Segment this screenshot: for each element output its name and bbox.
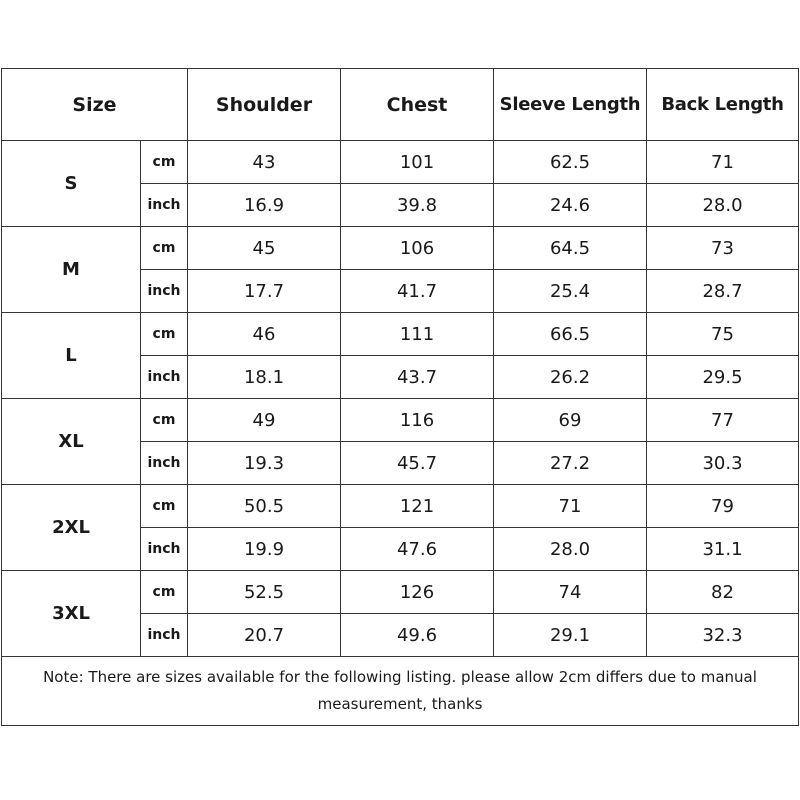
table-row bbox=[2, 399, 799, 442]
sleeve-length-value: 66.5 bbox=[494, 313, 647, 356]
back-length-value: 82 bbox=[647, 571, 799, 614]
size-label: XL bbox=[2, 399, 141, 485]
table-row bbox=[2, 313, 799, 356]
sleeve-length-value: 74 bbox=[494, 571, 647, 614]
shoulder-value: 50.5 bbox=[188, 485, 341, 528]
header-shoulder: Shoulder bbox=[188, 69, 341, 141]
unit-label-cm: cm bbox=[141, 313, 188, 356]
header-back-length: Back Length bbox=[647, 69, 799, 141]
sleeve-length-value: 71 bbox=[494, 485, 647, 528]
sleeve-length-value: 24.6 bbox=[494, 184, 647, 227]
back-length-value: 71 bbox=[647, 141, 799, 184]
chest-value: 39.8 bbox=[341, 184, 494, 227]
chest-value: 106 bbox=[341, 227, 494, 270]
header-row bbox=[2, 69, 799, 141]
sleeve-length-value: 27.2 bbox=[494, 442, 647, 485]
back-length-value: 30.3 bbox=[647, 442, 799, 485]
table-row bbox=[2, 227, 799, 270]
size-table-body bbox=[2, 141, 799, 657]
size-label: L bbox=[2, 313, 141, 399]
chest-value: 101 bbox=[341, 141, 494, 184]
size-label: M bbox=[2, 227, 141, 313]
chest-value: 116 bbox=[341, 399, 494, 442]
sleeve-length-value: 69 bbox=[494, 399, 647, 442]
shoulder-value: 16.9 bbox=[188, 184, 341, 227]
shoulder-value: 19.9 bbox=[188, 528, 341, 571]
shoulder-value: 52.5 bbox=[188, 571, 341, 614]
chest-value: 121 bbox=[341, 485, 494, 528]
unit-label-cm: cm bbox=[141, 399, 188, 442]
shoulder-value: 45 bbox=[188, 227, 341, 270]
chest-value: 49.6 bbox=[341, 614, 494, 657]
size-chart-table bbox=[1, 68, 799, 726]
chest-value: 41.7 bbox=[341, 270, 494, 313]
table-row bbox=[2, 485, 799, 528]
table-row bbox=[2, 141, 799, 184]
sleeve-length-value: 62.5 bbox=[494, 141, 647, 184]
table-row bbox=[2, 571, 799, 614]
sleeve-length-value: 64.5 bbox=[494, 227, 647, 270]
unit-label-inch: inch bbox=[141, 184, 188, 227]
shoulder-value: 49 bbox=[188, 399, 341, 442]
back-length-value: 73 bbox=[647, 227, 799, 270]
shoulder-value: 18.1 bbox=[188, 356, 341, 399]
unit-label-cm: cm bbox=[141, 227, 188, 270]
shoulder-value: 19.3 bbox=[188, 442, 341, 485]
shoulder-value: 20.7 bbox=[188, 614, 341, 657]
unit-label-inch: inch bbox=[141, 528, 188, 571]
back-length-value: 77 bbox=[647, 399, 799, 442]
note-row bbox=[2, 657, 799, 726]
sleeve-length-value: 25.4 bbox=[494, 270, 647, 313]
size-label: 3XL bbox=[2, 571, 141, 657]
unit-label-inch: inch bbox=[141, 614, 188, 657]
back-length-value: 79 bbox=[647, 485, 799, 528]
back-length-value: 28.0 bbox=[647, 184, 799, 227]
unit-label-inch: inch bbox=[141, 442, 188, 485]
chest-value: 111 bbox=[341, 313, 494, 356]
chest-value: 45.7 bbox=[341, 442, 494, 485]
back-length-value: 75 bbox=[647, 313, 799, 356]
unit-label-cm: cm bbox=[141, 141, 188, 184]
back-length-value: 28.7 bbox=[647, 270, 799, 313]
header-chest: Chest bbox=[341, 69, 494, 141]
shoulder-value: 43 bbox=[188, 141, 341, 184]
size-label: S bbox=[2, 141, 141, 227]
note-text: Note: There are sizes available for the following listing. please allow 2cm differs due to manual measurement, thanks bbox=[2, 657, 799, 726]
chest-value: 126 bbox=[341, 571, 494, 614]
back-length-value: 31.1 bbox=[647, 528, 799, 571]
sleeve-length-value: 26.2 bbox=[494, 356, 647, 399]
chest-value: 47.6 bbox=[341, 528, 494, 571]
chest-value: 43.7 bbox=[341, 356, 494, 399]
back-length-value: 32.3 bbox=[647, 614, 799, 657]
size-label: 2XL bbox=[2, 485, 141, 571]
shoulder-value: 17.7 bbox=[188, 270, 341, 313]
header-sleeve-length: Sleeve Length bbox=[494, 69, 647, 141]
sleeve-length-value: 29.1 bbox=[494, 614, 647, 657]
header-size: Size bbox=[2, 69, 188, 141]
sleeve-length-value: 28.0 bbox=[494, 528, 647, 571]
back-length-value: 29.5 bbox=[647, 356, 799, 399]
shoulder-value: 46 bbox=[188, 313, 341, 356]
unit-label-cm: cm bbox=[141, 485, 188, 528]
unit-label-cm: cm bbox=[141, 571, 188, 614]
unit-label-inch: inch bbox=[141, 270, 188, 313]
unit-label-inch: inch bbox=[141, 356, 188, 399]
